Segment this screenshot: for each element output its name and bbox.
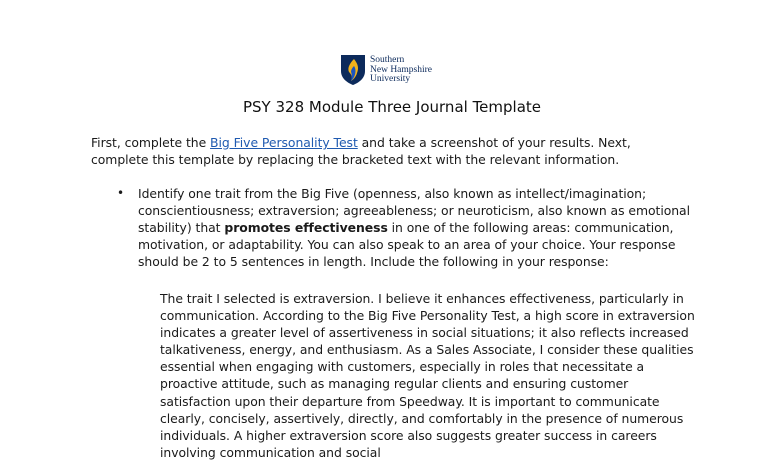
bullet-icon: •	[117, 186, 125, 200]
intro-text-before: First, complete the	[91, 135, 211, 150]
document-title: PSY 328 Module Three Journal Template	[242, 98, 542, 116]
intro-paragraph	[91, 134, 691, 168]
intro-text-after: and take a screenshot of your results. Next, complete this template by replacing the bracketed text with the relevant information.	[91, 135, 631, 167]
big-five-test-link[interactable]: Big Five Personality Test	[210, 135, 358, 150]
logo-wordmark	[370, 56, 432, 85]
logo-line-1: Southern	[370, 55, 405, 65]
snhu-logo	[340, 54, 432, 86]
bullet-prompt-text	[138, 185, 703, 270]
bullet-text-part1: Identify one trait from the Big Five (openness, also known as intellect/imagination; conscientiousness; extraversion; agreeableness; or neuroticism, also known as emotional stability) that	[138, 186, 690, 236]
bullet-text-part2: in one of the following areas: communication, motivation, or adaptability. You can also speak to an area of your choice. Your response should be 2 to 5 sentences in length. Include the following in your response:	[138, 220, 676, 270]
response-paragraph: The trait I selected is extraversion. I believe it enhances effectiveness, particularly in communication. According to the Big Five Personality Test, a high score in extraversion indicates a greater level of assertiveness in social situations; it also reflects increased talkativeness, energy, and enthusiasm. As a Sales Associate, I consider these qualities essential when engaging with customers, especially in roles that necessitate a proactive attitude, such as managing regular clients and ensuring customer satisfaction upon their departure from Speedway. It is important to communicate clearly, concisely, assertively, directly, and comfortably in the presence of numerous individuals. A higher extraversion score also suggests greater success in careers involving communication and social	[160, 291, 695, 460]
logo-line-3: University	[370, 74, 411, 84]
shield-flame-icon	[340, 54, 366, 86]
logo-line-2: New Hampshire	[370, 64, 432, 75]
bullet-bold-phrase: promotes effectiveness	[224, 220, 388, 236]
